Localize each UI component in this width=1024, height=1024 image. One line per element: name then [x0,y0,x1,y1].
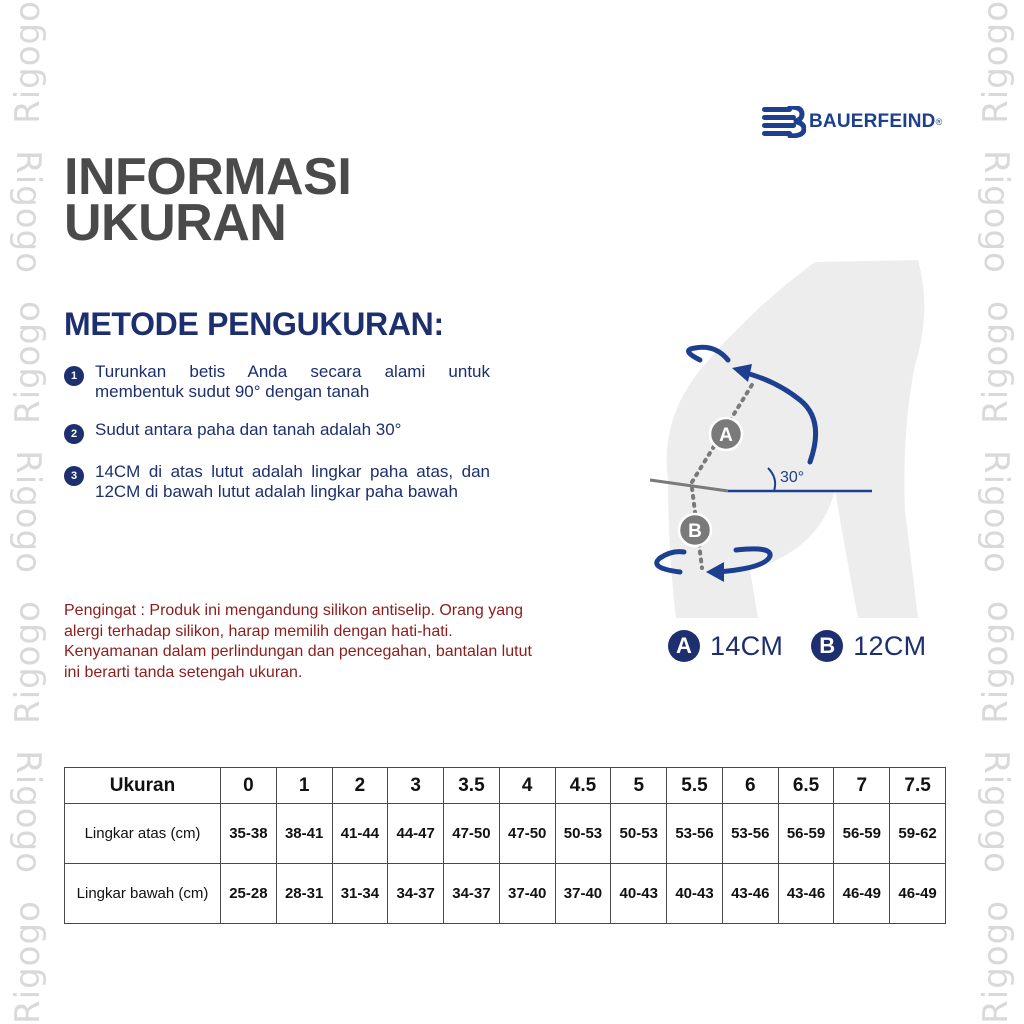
watermark-text: Rigogo [8,750,48,874]
table-cell: 37-40 [499,864,555,924]
point-a-label: A [719,425,733,446]
table-header-size: 3 [388,768,444,804]
measurement-legend [668,630,954,662]
table-cell: 56-59 [778,804,834,864]
steps-list [64,362,490,520]
step-number: 3 [64,466,84,486]
point-b-label: B [688,521,702,542]
watermark-text: Rigogo [8,600,48,724]
watermark-text: Rigogo [8,450,48,574]
watermark-text: Rigogo [976,300,1016,424]
table-header-size: 5 [611,768,667,804]
knee-diagram-svg [640,250,940,630]
watermark-right [968,0,1024,1024]
step-text: 14CM di atas lutut adalah lingkar paha atas, dan 12CM di bawah lutut adalah lingkar paha bawah [95,462,490,501]
page-title-line-1: INFORMASI [64,148,352,206]
table-header-size: 5.5 [667,768,723,804]
watermark-text: Rigogo [976,0,1016,124]
table-row-label: Lingkar bawah (cm) [65,864,221,924]
table-header-size: 7 [834,768,890,804]
brand-logo [762,106,942,138]
angle-label: 30° [780,469,805,486]
table-cell: 25-28 [221,864,277,924]
step-number: 1 [64,366,84,386]
table-cell: 56-59 [834,804,890,864]
leg-shape [667,260,925,618]
reminder-note: Pengingat : Produk ini mengandung silikon antiselip. Orang yang alergi terhadap silikon, harap memilih dengan hati-hati. Kenyamanan dalam perlindungan dan pencegahan, bantalan lutut ini berarti tanda setengah ukuran. [64,602,532,681]
table-header-label: Ukuran [65,768,221,804]
table-row [65,804,946,864]
step-item [64,420,490,444]
table-cell: 28-31 [276,864,332,924]
measurement-a-value: 14CM [710,630,784,661]
table-cell: 41-44 [332,804,388,864]
table-header-size: 6.5 [778,768,834,804]
watermark-text: Rigogo [8,150,48,274]
step-text: Sudut antara paha dan tanah adalah 30° [95,420,402,439]
measurement-b-value: 12CM [853,630,927,661]
table-cell: 31-34 [332,864,388,924]
brand-name: BAUERFEIND [809,111,936,132]
table-cell: 59-62 [890,804,946,864]
table-row-label: Lingkar atas (cm) [65,804,221,864]
table-cell: 50-53 [611,804,667,864]
measurement-b-badge: B [811,630,843,662]
section-title: METODE PENGUKURAN: [64,306,444,342]
step-text: Turunkan betis Anda secara alami untuk membentuk sudut 90° dengan tanah [95,362,490,401]
table-cell: 47-50 [444,804,500,864]
brand-registered: ® [935,117,943,127]
watermark-text: Rigogo [976,450,1016,574]
table-header-size: 4.5 [555,768,611,804]
table-cell: 40-43 [667,864,723,924]
table-cell: 37-40 [555,864,611,924]
table-cell: 40-43 [611,864,667,924]
table-cell: 46-49 [834,864,890,924]
step-item [64,462,490,502]
table-cell: 53-56 [722,804,778,864]
watermark-text: Rigogo [976,900,1016,1024]
knee-diagram [640,250,940,635]
measurement-a-badge: A [668,630,700,662]
table-cell: 53-56 [667,804,723,864]
page-title [64,148,352,252]
table-cell: 43-46 [778,864,834,924]
table-header-size: 6 [722,768,778,804]
table-row [65,864,946,924]
table-cell: 50-53 [555,804,611,864]
table-header-size: 4 [499,768,555,804]
table-header-size: 2 [332,768,388,804]
page-title-line-2: UKURAN [64,194,287,252]
table-header-size: 1 [276,768,332,804]
watermark-text: Rigogo [976,750,1016,874]
table-cell: 44-47 [388,804,444,864]
table-header-size: 0 [221,768,277,804]
table-cell: 43-46 [722,864,778,924]
step-item [64,362,490,402]
watermark-text: Rigogo [8,300,48,424]
table-cell: 38-41 [276,804,332,864]
watermark-text: Rigogo [976,150,1016,274]
table-cell: 34-37 [444,864,500,924]
step-number: 2 [64,424,84,444]
table-header-size: 7.5 [890,768,946,804]
watermark-text: Rigogo [976,600,1016,724]
size-table [64,767,946,924]
table-header-size: 3.5 [444,768,500,804]
table-cell: 47-50 [499,804,555,864]
table-cell: 35-38 [221,804,277,864]
watermark-text: Rigogo [8,0,48,124]
table-cell: 34-37 [388,864,444,924]
watermark-left [0,0,56,1024]
table-header-row [65,768,946,804]
bauerfeind-icon [762,106,806,138]
watermark-text: Rigogo [8,900,48,1024]
table-cell: 46-49 [890,864,946,924]
